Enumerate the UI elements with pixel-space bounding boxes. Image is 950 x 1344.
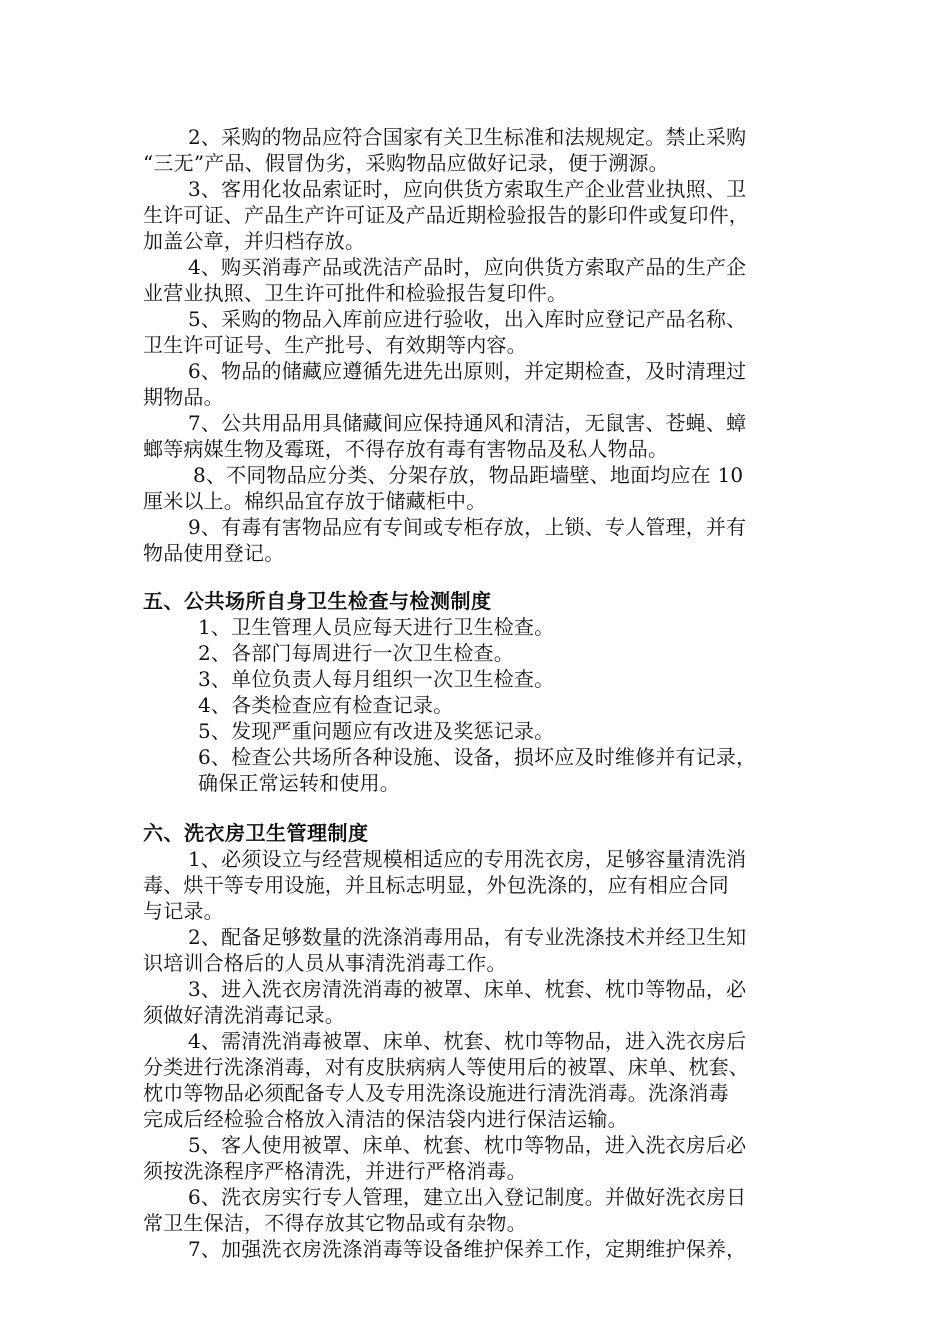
s4-item-6-line-2: 期物品。: [143, 385, 224, 409]
s5-item-6-line-2: 确保正常运转和使用。: [198, 771, 400, 795]
section-5-heading: 五、公共场所自身卫生检查与检测制度: [143, 589, 492, 613]
s6-item-4-line-4: 完成后经检验合格放入清洁的保洁袋内进行保洁运输。: [143, 1107, 628, 1131]
s6-item-2-line-2: 识培训合格后的人员从事清洗消毒工作。: [143, 951, 507, 975]
s6-item-3-line-1: 3、进入洗衣房清洗消毒的被罩、床单、枕套、枕巾等物品，必: [188, 977, 747, 1001]
s4-item-9-line-1: 9、有毒有害物品应有专间或专柜存放，上锁、专人管理，并有: [188, 515, 747, 539]
s4-item-3-line-2: 生许可证、产品生产许可证及产品近期检验报告的影印件或复印件，: [143, 203, 749, 227]
s6-item-4-line-3: 枕巾等物品必须配备专人及专用洗涤设施进行清洗消毒。洗涤消毒: [143, 1081, 729, 1105]
s6-item-6-line-1: 6、洗衣房实行专人管理，建立出入登记制度。并做好洗衣房日: [188, 1185, 747, 1209]
s5-item-3: 3、单位负责人每月组织一次卫生检查。: [198, 667, 555, 691]
s4-item-4-line-2: 业营业执照、卫生许可批件和检验报告复印件。: [143, 281, 568, 305]
s4-item-5-line-1: 5、采购的物品入库前应进行验收，出入库时应登记产品名称、: [188, 307, 747, 331]
s4-item-8-line-1: 8、不同物品应分类、分架存放，物品距墙壁、地面均应在 10: [193, 463, 744, 487]
s6-item-1-line-1: 1、必须设立与经营规模相适应的专用洗衣房，足够容量清洗消: [188, 847, 747, 871]
s4-item-5-line-2: 卫生许可证号、生产批号、有效期等内容。: [143, 333, 527, 357]
s6-item-1-line-2: 毒、烘干等专用设施，并且标志明显，外包洗涤的，应有相应合同: [143, 873, 729, 897]
s4-item-7-line-2: 螂等病媒生物及霉斑，不得存放有毒有害物品及私人物品。: [143, 437, 669, 461]
s4-item-4-line-1: 4、购买消毒产品或洗洁产品时，应向供货方索取产品的生产企: [188, 255, 747, 279]
s6-item-7-line-1: 7、加强洗衣房洗涤消毒等设备维护保养工作，定期维护保养，: [188, 1237, 747, 1261]
s6-item-5-line-1: 5、客人使用被罩、床单、枕套、枕巾等物品，进入洗衣房后必: [188, 1133, 747, 1157]
s6-item-3-line-2: 须做好清洗消毒记录。: [143, 1003, 345, 1027]
s5-item-1: 1、卫生管理人员应每天进行卫生检查。: [198, 615, 555, 639]
s6-item-4-line-2: 分类进行洗涤消毒，对有皮肤病病人等使用后的被罩、床单、枕套、: [143, 1055, 749, 1079]
s4-item-2-line-2: “三无”产品、假冒伪劣，采购物品应做好记录，便于溯源。: [143, 151, 669, 175]
s4-item-8-line-2: 厘米以上。棉织品宜存放于储藏柜中。: [143, 489, 487, 513]
s6-item-2-line-1: 2、配备足够数量的洗涤消毒用品，有专业洗涤技术并经卫生知: [188, 925, 747, 949]
s4-item-7-line-1: 7、公共用品用具储藏间应保持通风和清洁，无鼠害、苍蝇、蟑: [188, 411, 747, 435]
s4-item-3-line-3: 加盖公章，并归档存放。: [143, 229, 366, 253]
s5-item-2: 2、各部门每周进行一次卫生检查。: [198, 641, 514, 665]
s4-item-9-line-2: 物品使用登记。: [143, 541, 285, 565]
s6-item-5-line-2: 须按洗涤程序严格清洗，并进行严格消毒。: [143, 1159, 527, 1183]
s6-item-1-line-3: 与记录。: [143, 899, 224, 923]
s4-item-2-line-1: 2、采购的物品应符合国家有关卫生标准和法规规定。禁止采购: [188, 125, 747, 149]
s6-item-4-line-1: 4、需清洗消毒被罩、床单、枕套、枕巾等物品，进入洗衣房后: [188, 1029, 747, 1053]
s5-item-4: 4、各类检查应有检查记录。: [198, 693, 454, 717]
s4-item-6-line-1: 6、物品的储藏应遵循先进先出原则，并定期检查，及时清理过: [188, 359, 747, 383]
s6-item-6-line-2: 常卫生保洁，不得存放其它物品或有杂物。: [143, 1211, 527, 1235]
section-6-heading: 六、洗衣房卫生管理制度: [143, 821, 369, 845]
s5-item-6-line-1: 6、检查公共场所各种设施、设备，损坏应及时维修并有记录，: [198, 745, 757, 769]
s4-item-3-line-1: 3、客用化妆品索证时，应向供货方索取生产企业营业执照、卫: [188, 177, 747, 201]
s5-item-5: 5、发现严重问题应有改进及奖惩记录。: [198, 719, 555, 743]
